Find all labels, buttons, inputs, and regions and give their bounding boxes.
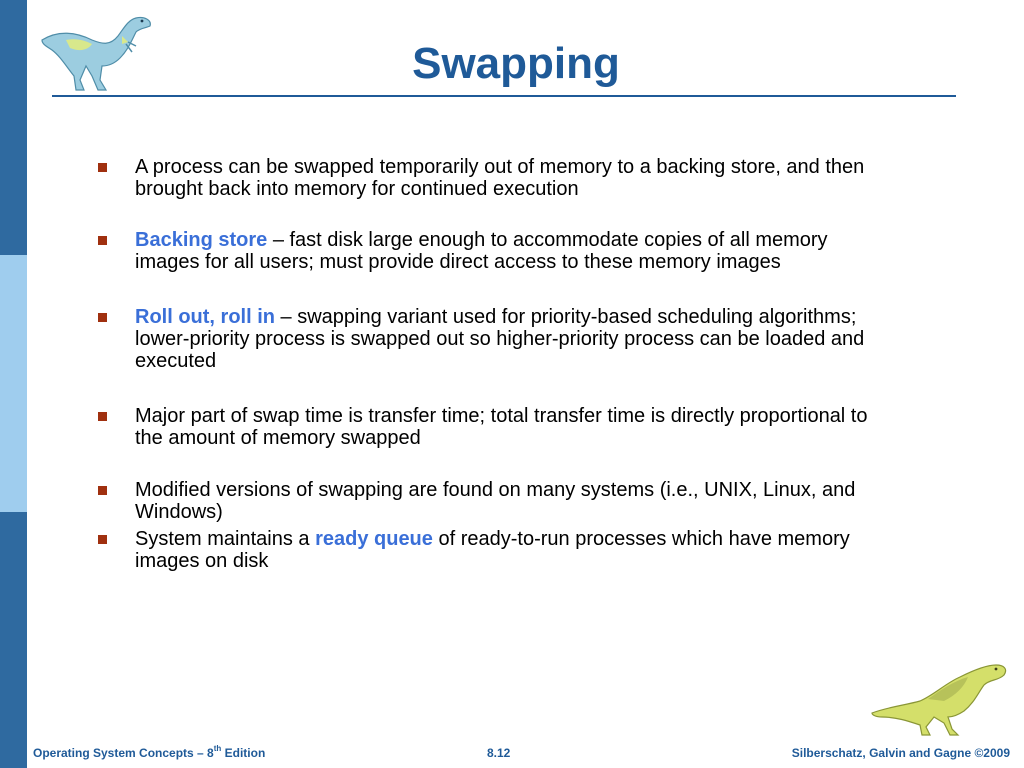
bullet-item	[96, 405, 896, 449]
square-bullet-icon	[98, 313, 107, 322]
square-bullet-icon	[98, 412, 107, 421]
slide-title: Swapping	[412, 39, 620, 88]
highlighted-term: Roll out, roll in	[135, 306, 275, 328]
bullet-text-segment: A process can be swapped temporarily out of memory to a backing store, and then brought back into memory for continued execution	[135, 156, 865, 200]
dinosaur-icon	[868, 655, 1018, 740]
sidebar-segment-middle	[0, 255, 27, 512]
title-divider	[52, 95, 956, 97]
bullet-item	[96, 528, 896, 572]
bullet-item	[96, 479, 896, 523]
sidebar-stripe	[0, 0, 27, 768]
square-bullet-icon	[98, 236, 107, 245]
sidebar-segment-bottom	[0, 512, 27, 768]
bullet-text	[135, 528, 850, 572]
bullet-text-segment: Modified versions of swapping are found on many systems (i.e., UNIX, Linux, and Windows)	[135, 479, 856, 523]
square-bullet-icon	[98, 163, 107, 172]
bullet-text-segment: – fast disk large enough to accommodate copies of all memory images for all users; must provide direct access to these memory images	[135, 229, 828, 273]
square-bullet-icon	[98, 486, 107, 495]
bullet-item	[96, 156, 896, 200]
bullet-text	[135, 229, 828, 273]
footer-book-title: Operating System Concepts – 8th Edition	[33, 744, 266, 760]
bullet-text	[135, 156, 864, 200]
bullet-text-segment: System maintains a	[135, 528, 316, 550]
bullet-list	[96, 156, 896, 572]
bullet-text-segment: Major part of swap time is transfer time; total transfer time is directly proportional to the amount of memory swapped	[135, 405, 868, 449]
bullet-text	[135, 405, 868, 449]
bullet-text-segment: of ready-to-run processes which have memory images on disk	[135, 528, 850, 572]
highlighted-term: ready queue	[315, 528, 433, 550]
bullet-text	[135, 479, 855, 523]
bullet-item	[96, 229, 896, 273]
bullet-item	[96, 306, 896, 372]
bullet-text-segment: – swapping variant used for priority-based scheduling algorithms; lower-priority process is swapped out so higher-priority process can be loaded and executed	[135, 306, 865, 372]
footer-page-number: 8.12	[487, 746, 511, 760]
footer-copyright: Silberschatz, Galvin and Gagne ©2009	[791, 746, 1010, 760]
highlighted-term: Backing store	[135, 229, 268, 251]
bullet-text	[135, 306, 864, 372]
square-bullet-icon	[98, 535, 107, 544]
